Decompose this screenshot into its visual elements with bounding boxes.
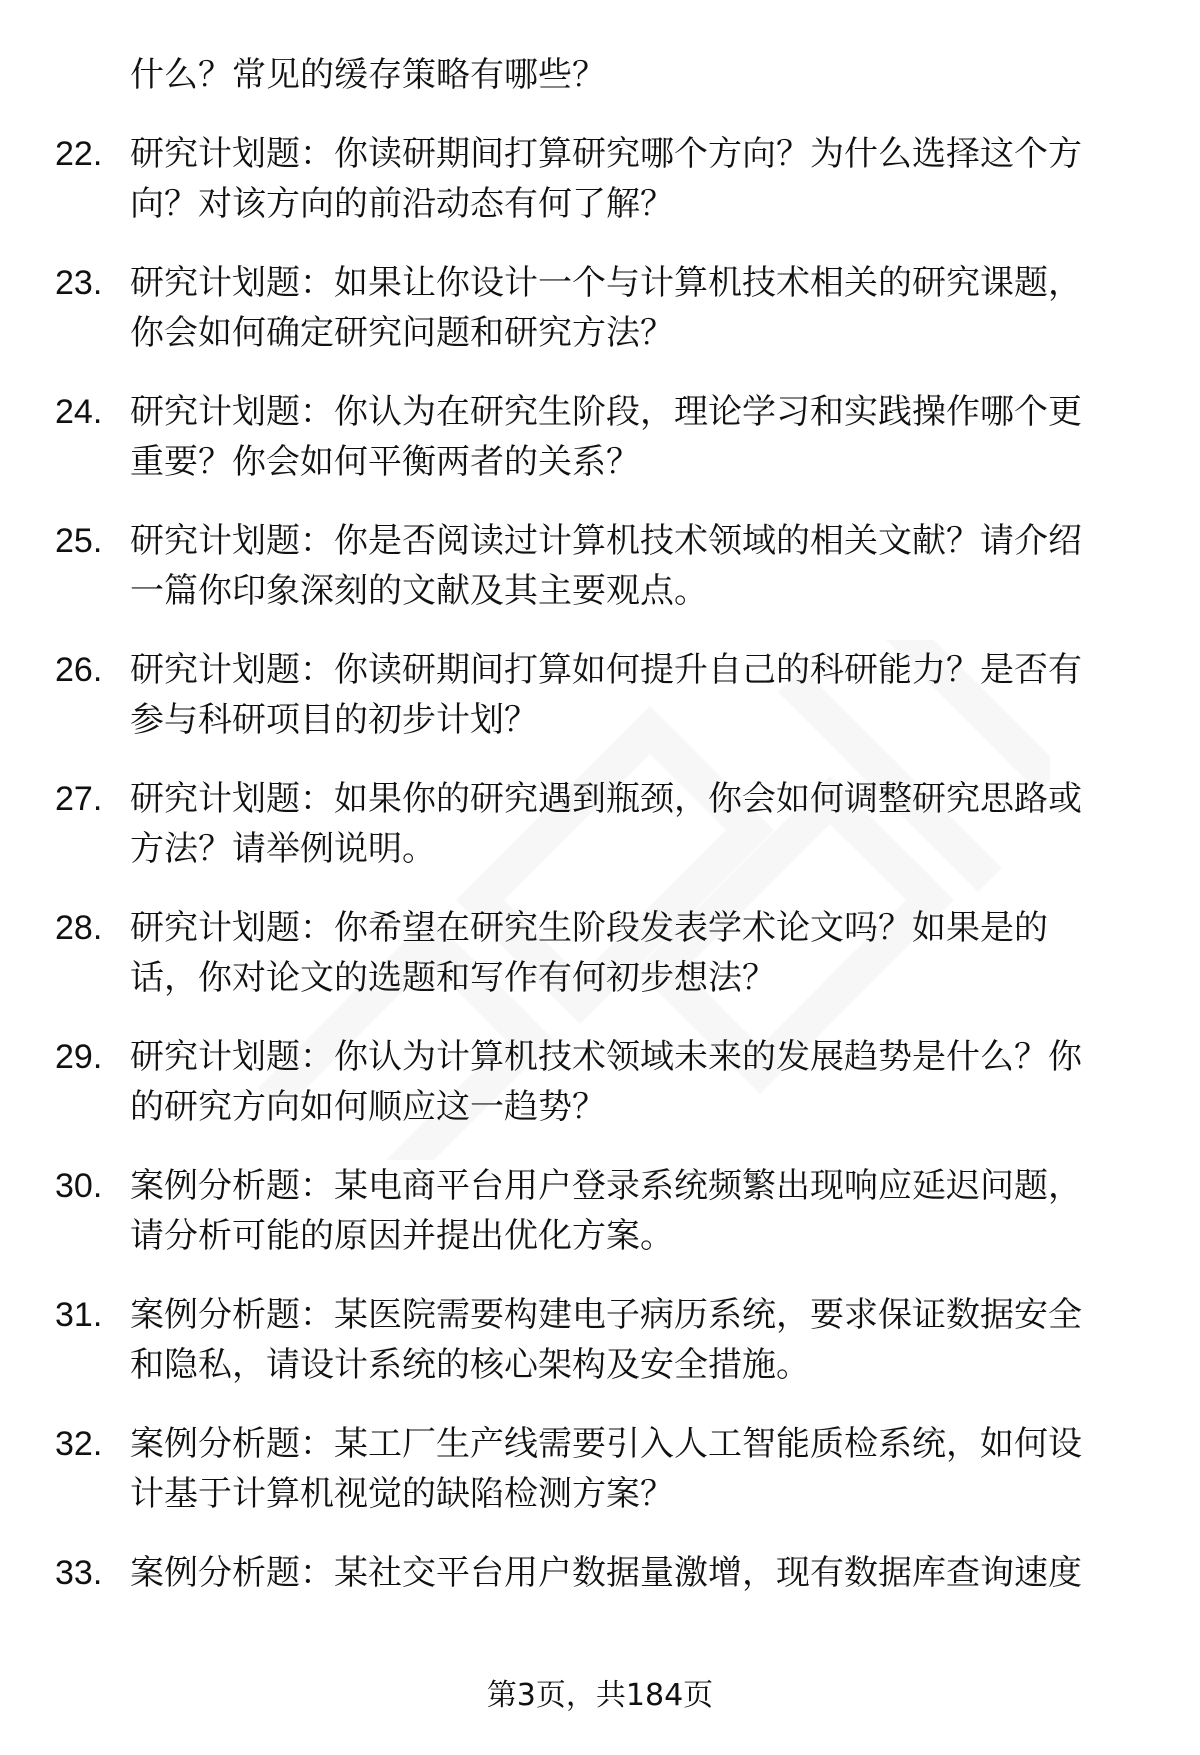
question-text-line: 案例分析题：某工厂生产线需要引入人工智能质检系统，如何设 bbox=[130, 1424, 1082, 1464]
question-text-line: 重要？你会如何平衡两者的关系？ bbox=[130, 442, 640, 482]
question-item bbox=[55, 1419, 1145, 1519]
question-text bbox=[130, 1161, 1145, 1261]
question-number: 23. bbox=[55, 264, 103, 302]
question-item bbox=[55, 129, 1145, 229]
question-item bbox=[55, 903, 1145, 1003]
question-text bbox=[130, 645, 1145, 745]
question-text-line: 案例分析题：某医院需要构建电子病历系统，要求保证数据安全 bbox=[130, 1295, 1082, 1335]
question-text-line: 方法？请举例说明。 bbox=[130, 829, 436, 869]
question-text-line: 和隐私，请设计系统的核心架构及安全措施。 bbox=[130, 1345, 810, 1385]
question-text-line: 一篇你印象深刻的文献及其主要观点。 bbox=[130, 571, 708, 611]
question-number: 29. bbox=[55, 1038, 103, 1076]
question-item bbox=[55, 1290, 1145, 1390]
question-item bbox=[55, 774, 1145, 874]
question-number: 22. bbox=[55, 135, 103, 173]
question-number: 24. bbox=[55, 393, 103, 431]
question-item bbox=[55, 1032, 1145, 1132]
question-number: 32. bbox=[55, 1425, 103, 1463]
question-text bbox=[130, 774, 1145, 874]
question-text bbox=[130, 1290, 1145, 1390]
question-number: 31. bbox=[55, 1296, 103, 1334]
question-text-line: 的研究方向如何顺应这一趋势？ bbox=[130, 1087, 606, 1127]
question-item bbox=[55, 1161, 1145, 1261]
question-number: 33. bbox=[55, 1554, 103, 1592]
question-text bbox=[130, 258, 1145, 358]
question-number: 27. bbox=[55, 780, 103, 818]
question-text bbox=[130, 1419, 1145, 1519]
question-text bbox=[130, 1548, 1145, 1598]
question-item bbox=[55, 516, 1145, 616]
continued-question-text: 什么？常见的缓存策略有哪些？ bbox=[130, 55, 606, 95]
question-text-line: 案例分析题：某社交平台用户数据量激增，现有数据库查询速度 bbox=[130, 1553, 1082, 1593]
question-text-line: 参与科研项目的初步计划？ bbox=[130, 700, 538, 740]
question-number: 26. bbox=[55, 651, 103, 689]
question-text bbox=[130, 516, 1145, 616]
question-number: 30. bbox=[55, 1167, 103, 1205]
question-text-line: 研究计划题：你读研期间打算如何提升自己的科研能力？是否有 bbox=[130, 650, 1082, 690]
question-text-line: 研究计划题：你读研期间打算研究哪个方向？为什么选择这个方 bbox=[130, 134, 1082, 174]
question-text-line: 研究计划题：如果让你设计一个与计算机技术相关的研究课题， bbox=[130, 263, 1082, 303]
question-text-line: 计基于计算机视觉的缺陷检测方案？ bbox=[130, 1474, 674, 1514]
question-text bbox=[130, 387, 1145, 487]
question-text-line: 研究计划题：如果你的研究遇到瓶颈，你会如何调整研究思路或 bbox=[130, 779, 1082, 819]
question-text-line: 研究计划题：你是否阅读过计算机技术领域的相关文献？请介绍 bbox=[130, 521, 1082, 561]
question-item bbox=[55, 645, 1145, 745]
question-text bbox=[130, 129, 1145, 229]
question-item bbox=[55, 258, 1145, 358]
question-text-line: 研究计划题：你认为在研究生阶段，理论学习和实践操作哪个更 bbox=[130, 392, 1082, 432]
question-text-line: 研究计划题：你认为计算机技术领域未来的发展趋势是什么？你 bbox=[130, 1037, 1082, 1077]
question-text-line: 向？对该方向的前沿动态有何了解？ bbox=[130, 184, 674, 224]
question-text-line: 你会如何确定研究问题和研究方法？ bbox=[130, 313, 674, 353]
question-text bbox=[130, 903, 1145, 1003]
question-number: 28. bbox=[55, 909, 103, 947]
question-number: 25. bbox=[55, 522, 103, 560]
question-text-line: 请分析可能的原因并提出优化方案。 bbox=[130, 1216, 674, 1256]
question-text-line: 案例分析题：某电商平台用户登录系统频繁出现响应延迟问题， bbox=[130, 1166, 1082, 1206]
question-text-line: 话，你对论文的选题和写作有何初步想法？ bbox=[130, 958, 776, 998]
question-item bbox=[55, 387, 1145, 487]
question-text bbox=[130, 1032, 1145, 1132]
question-text-line: 研究计划题：你希望在研究生阶段发表学术论文吗？如果是的 bbox=[130, 908, 1048, 948]
question-item bbox=[55, 1548, 1145, 1598]
question-list bbox=[55, 50, 1145, 1598]
page-footer: 第3页，共184页 bbox=[486, 1678, 714, 1713]
